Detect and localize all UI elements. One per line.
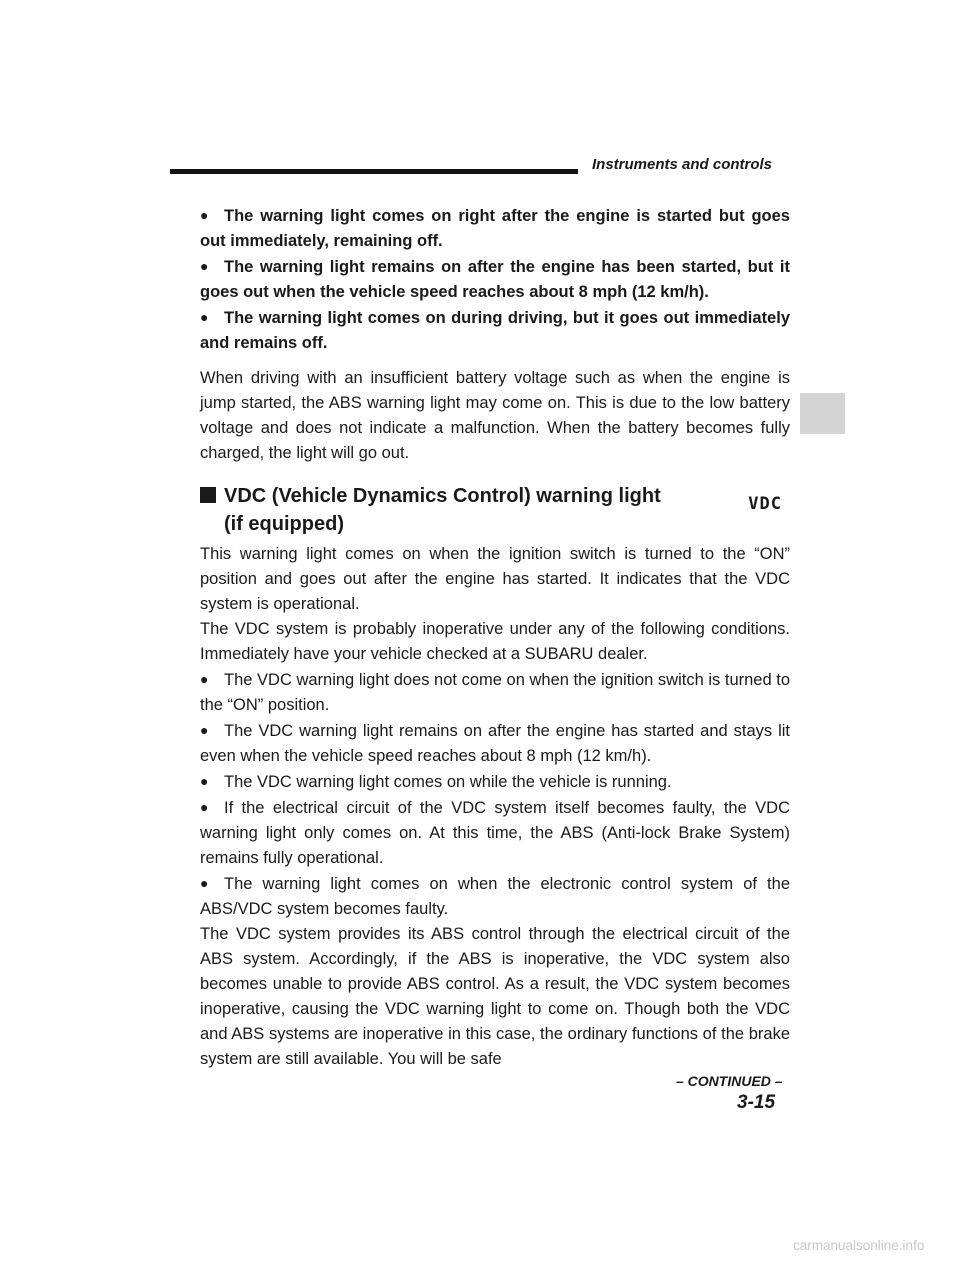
bullet-item: ● The warning light remains on after the engine has been started, but it goes out when the vehicle speed reaches about 8 mph (12 km/h). — [200, 254, 790, 305]
continued-label: – CONTINUED – — [676, 1073, 783, 1089]
bullet-icon: ● — [200, 875, 209, 891]
bullet-icon: ● — [200, 207, 209, 223]
watermark: carmanualsonline.info — [793, 1238, 925, 1253]
page-content — [200, 203, 790, 1072]
header-rule — [170, 169, 578, 174]
paragraph-battery: When driving with an insufficient battery voltage such as when the engine is jump started, the ABS warning light may come on. This is due to the low battery voltage and does not indicate a malfunction. When the battery becomes fully charged, the light will go out. — [200, 369, 790, 462]
header-title: Instruments and controls — [592, 156, 773, 173]
bullet-item: ● The warning light comes on when the electronic control system of the ABS/VDC system becomes faulty. — [200, 871, 790, 922]
bullet-icon: ● — [200, 799, 209, 815]
paragraph-vdc-3: The VDC system provides its ABS control through the electrical circuit of the ABS system. Accordingly, if the ABS is inoperative, the VDC system also becomes unable to provide ABS control. As a result, the VDC system becomes inoperative, causing the VDC warning light to come on. Though both the VDC and ABS systems are inoperative in this case, the ordinary functions of the brake system are still available. You will be safe — [200, 925, 790, 1068]
vdc-warning-icon: VDC — [748, 494, 782, 514]
chapter-tab — [800, 393, 845, 434]
bullet-icon: ● — [200, 773, 209, 789]
bullet-icon: ● — [200, 722, 209, 738]
bullet-icon: ● — [200, 258, 209, 274]
bullet-item: ● The warning light comes on during driving, but it goes out immediately and remains off. — [200, 305, 790, 356]
bullet-icon: ● — [200, 671, 209, 687]
paragraph-vdc-2: The VDC system is probably inoperative under any of the following conditions. Immediately have your vehicle checked at a SUBARU dealer. — [200, 620, 790, 663]
section-title-line2: (if equipped) — [224, 513, 344, 535]
bullet-item: ● The VDC warning light comes on while the vehicle is running. — [200, 769, 790, 795]
bullet-item: ● The VDC warning light remains on after the engine has started and stays lit even when the vehicle speed reaches about 8 mph (12 km/h). — [200, 718, 790, 769]
bullet-icon: ● — [200, 309, 209, 325]
bullet-item: ● The VDC warning light does not come on when the ignition switch is turned to the “ON” position. — [200, 667, 790, 718]
paragraph-vdc-1: This warning light comes on when the ignition switch is turned to the “ON” position and goes out after the engine has started. It indicates that the VDC system is operational. — [200, 545, 790, 613]
square-bullet-icon — [200, 487, 216, 503]
bullet-item: ● The warning light comes on right after the engine is started but goes out immediately, remaining off. — [200, 203, 790, 254]
section-heading — [200, 482, 790, 538]
page-number: 3-15 — [737, 1092, 776, 1113]
section-title-line1: VDC (Vehicle Dynamics Control) warning light — [224, 485, 661, 507]
bullet-item: ● If the electrical circuit of the VDC system itself becomes faulty, the VDC warning light only comes on. At this time, the ABS (Anti-lock Brake System) remains fully operational. — [200, 795, 790, 871]
